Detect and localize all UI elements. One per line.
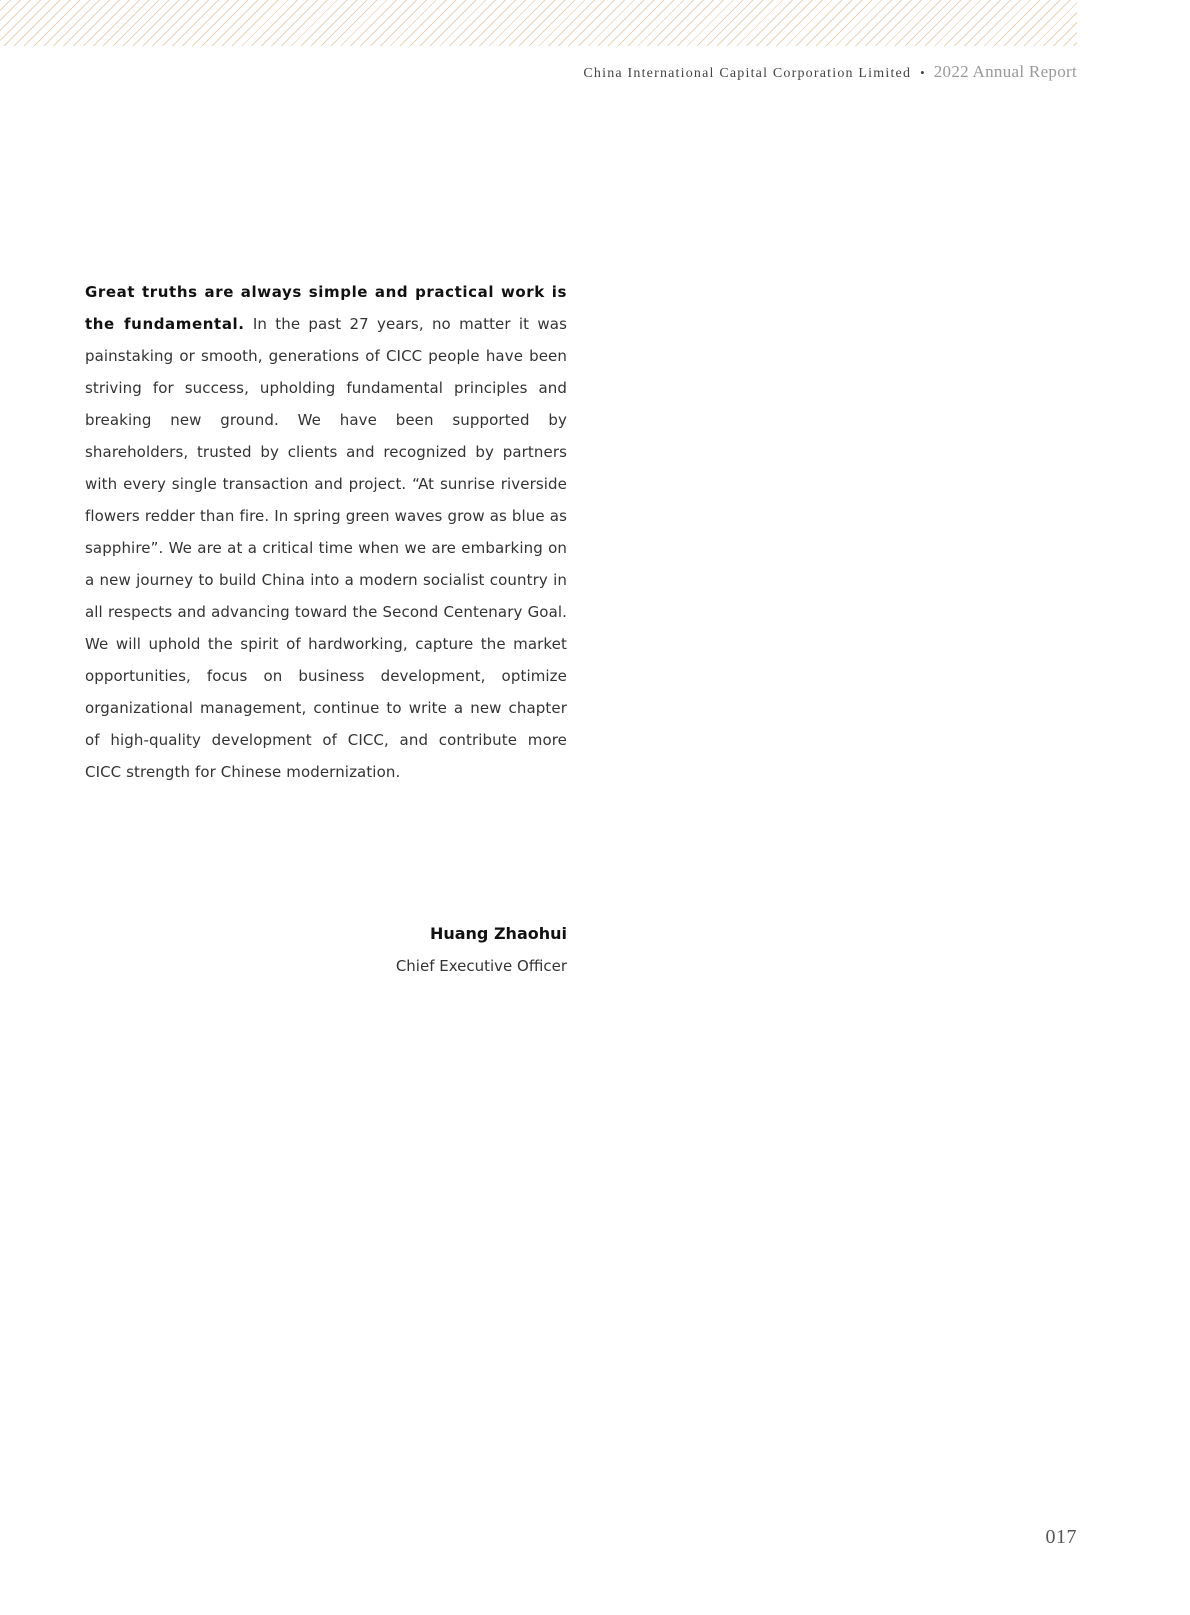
- running-header: [583, 62, 1077, 82]
- page-number: 017: [1045, 1526, 1077, 1548]
- body-text: In the past 27 years, no matter it was painstaking or smooth, generations of CICC people have been striving for success, upholding fundamental principles and breaking new ground. We have been supported by shareholders, trusted by clients and recognized by partners with every single transaction and project. “At sunrise riverside flowers redder than fire. In spring green waves grow as blue as sapphire”. We are at a critical time when we are embarking on a new journey to build China into a modern socialist country in all respects and advancing toward the Second Centenary Goal. We will uphold the spirit of hardworking, capture the market opportunities, focus on business development, optimize organizational management, continue to write a new chapter of high-quality development of CICC, and contribute more CICC strength for Chinese modernization.: [85, 315, 567, 781]
- decorative-hatch-band: [0, 0, 1077, 46]
- signatory-title: Chief Executive Officer: [395, 957, 567, 975]
- company-name: China International Capital Corporation Limited: [583, 66, 912, 81]
- lead-sentence: Great truths are always simple and practical work is the fundamental.: [85, 283, 567, 333]
- body-paragraph: [85, 276, 567, 788]
- report-title: 2022 Annual Report: [933, 62, 1077, 81]
- header-separator: •: [920, 65, 925, 80]
- signatory-name: Huang Zhaohui: [429, 924, 567, 943]
- signature-block: [85, 918, 567, 982]
